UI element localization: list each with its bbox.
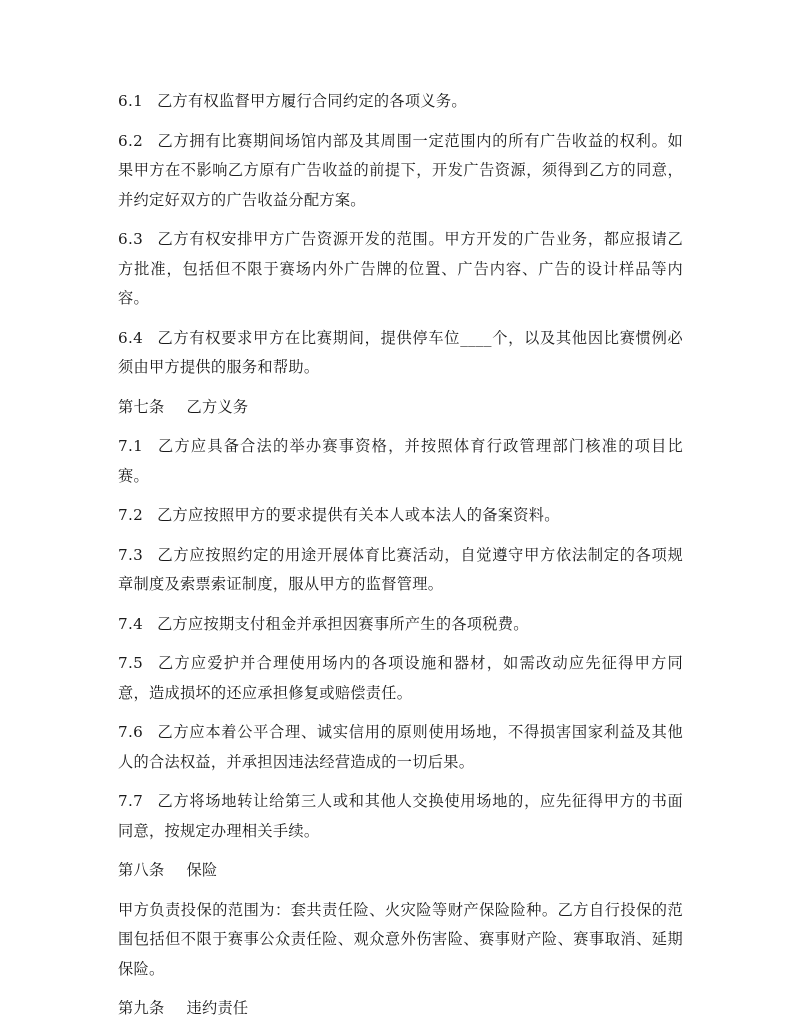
- document-page: [118, 87, 683, 1034]
- clause-number: 6.3: [118, 230, 144, 248]
- clause-7-1: [118, 432, 683, 491]
- article-9-heading: [118, 994, 683, 1024]
- clause-number: 7.1: [118, 437, 144, 455]
- paragraph-text: 甲方负责投保的范围为：套共责任险、火灾险等财产保险险种。乙方自行投保的范围包括但不限于赛事公众责任险、观众意外伤害险、赛事财产险、赛事取消、延期保险。: [118, 900, 683, 978]
- clause-number: 7.2: [118, 506, 144, 524]
- article-number: 第八条: [118, 861, 165, 879]
- clause-7-6: [118, 718, 683, 777]
- article-number: 第七条: [118, 397, 165, 416]
- clause-7-2: [118, 501, 683, 531]
- clause-text: 乙方应按期支付租金并承担因赛事所产生的各项税费。: [157, 614, 529, 633]
- clause-7-4: [118, 610, 683, 640]
- clause-text: 乙方有权监督甲方履行合同约定的各项义务。: [157, 92, 467, 110]
- article-title: 保险: [186, 861, 218, 879]
- clause-number: 7.4: [118, 614, 144, 633]
- clause-number: 7.7: [118, 792, 144, 810]
- clause-text: 乙方应本着公平合理、诚实信用的原则使用场地，不得损害国家利益及其他人的合法权益，并承担因违法经营造成的一切后果。: [118, 723, 683, 771]
- article-title: 违约责任: [186, 999, 249, 1017]
- clause-6-3: [118, 225, 683, 314]
- clause-7-5: [118, 649, 683, 708]
- clause-text: 乙方应具备合法的举办赛事资格，并按照体育行政管理部门核准的项目比赛。: [118, 437, 683, 485]
- clause-number: 6.1: [118, 92, 144, 110]
- clause-number: 7.6: [118, 723, 144, 741]
- clause-text: 乙方拥有比赛期间场馆内部及其周围一定范围内的所有广告收益的权利。如果甲方在不影响乙方原有广告收益的前提下，开发广告资源，须得到乙方的同意，并约定好双方的广告收益分配方案。: [118, 131, 683, 209]
- clause-6-2: [118, 127, 683, 216]
- clause-number: 7.5: [118, 654, 144, 672]
- clause-6-1: [118, 87, 683, 117]
- clause-text: 乙方将场地转让给第三人或和其他人交换使用场地的，应先征得甲方的书面同意，按规定办理相关手续。: [118, 792, 683, 840]
- clause-text: 乙方应爱护并合理使用场内的各项设施和器材，如需改动应先征得甲方同意，造成损坏的还应承担修复或赔偿责任。: [118, 654, 683, 702]
- insurance-paragraph: [118, 896, 683, 985]
- article-7-heading: [118, 393, 683, 423]
- clause-7-3: [118, 541, 683, 600]
- clause-number: 6.2: [118, 131, 144, 150]
- clause-text: 乙方有权要求甲方在比赛期间，提供停车位____个，以及其他因比赛惯例必须由甲方提供的服务和帮助。: [118, 328, 683, 376]
- clause-number: 7.3: [118, 545, 144, 564]
- clause-text: 乙方有权安排甲方广告资源开发的范围。甲方开发的广告业务，都应报请乙方批准，包括但不限于赛场内外广告牌的位置、广告内容、广告的设计样品等内容。: [118, 230, 683, 307]
- article-number: 第九条: [118, 999, 165, 1017]
- clause-7-7: [118, 787, 683, 846]
- article-8-heading: [118, 856, 683, 886]
- clause-text: 乙方应按照甲方的要求提供有关本人或本法人的备案资料。: [157, 506, 560, 524]
- clause-number: 6.4: [118, 328, 144, 347]
- clause-text: 乙方应按照约定的用途开展体育比赛活动，自觉遵守甲方依法制定的各项规章制度及索票索证制度，服从甲方的监督管理。: [118, 545, 683, 593]
- clause-6-4: [118, 324, 683, 383]
- article-title: 乙方义务: [186, 397, 249, 416]
